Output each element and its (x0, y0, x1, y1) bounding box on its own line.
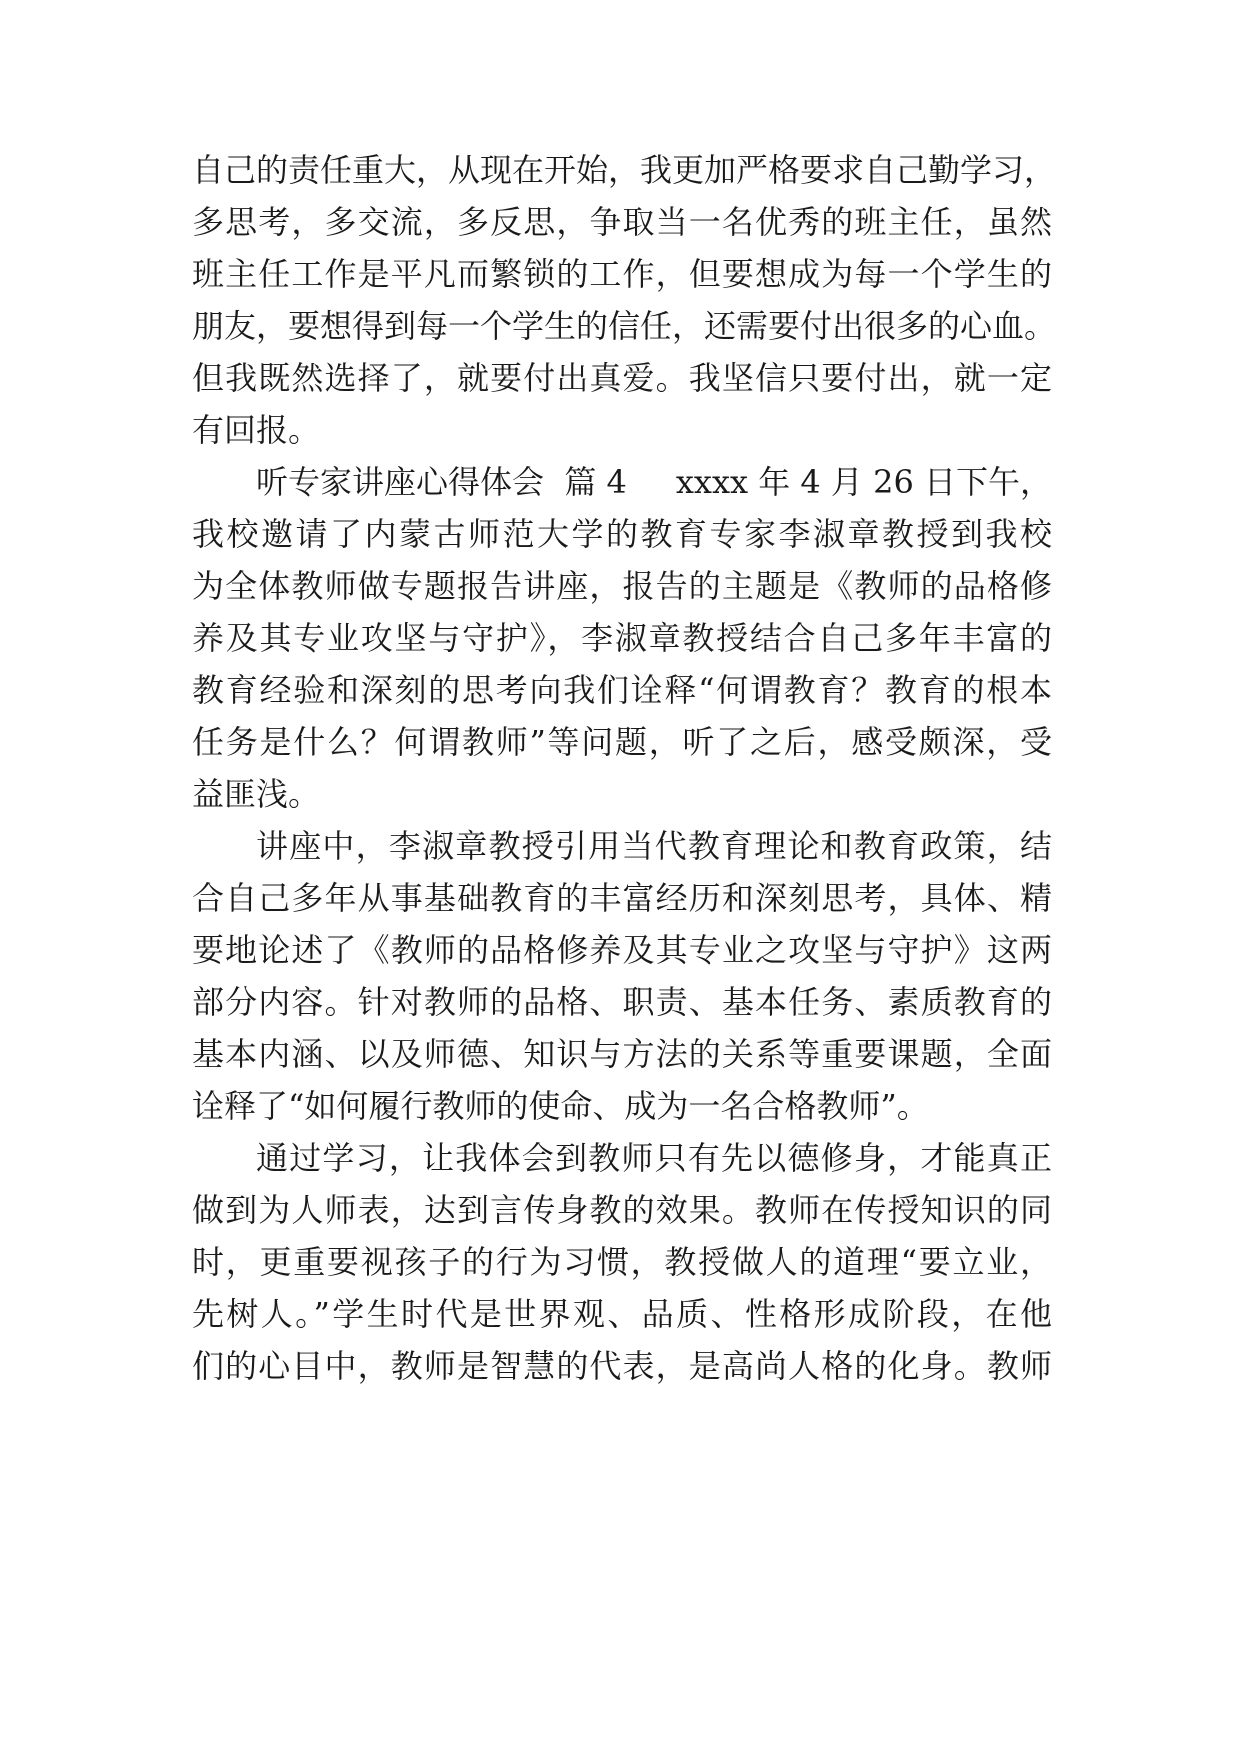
paragraph-line: 为全体教师做专题报告讲座，报告的主题是《教师的品格修 (192, 567, 1052, 605)
paragraph-line: 要地论述了《教师的品格修养及其专业之攻坚与守护》这两 (192, 931, 1052, 969)
paragraph-line: 基本内涵、以及师德、知识与方法的关系等重要课题，全面 (192, 1035, 1052, 1073)
paragraph-line: 时，更重要视孩子的行为习惯，教授做人的道理“要立业， (192, 1243, 1052, 1281)
section-heading-line (256, 462, 1052, 502)
paragraph-line: 多思考，多交流，多反思，争取当一名优秀的班主任，虽然 (192, 203, 1052, 241)
paragraph-line: 部分内容。针对教师的品格、职责、基本任务、素质教育的 (192, 983, 1052, 1021)
paragraph-line: 自己的责任重大，从现在开始，我更加严格要求自己勤学习， (192, 151, 1057, 189)
paragraph-line: 合自己多年从事基础教育的丰富经历和深刻思考，具体、精 (192, 879, 1052, 917)
paragraph-line: 任务是什么？何谓教师”等问题，听了之后，感受颇深，受 (192, 723, 1052, 761)
paragraph-line: 先树人。”学生时代是世界观、品质、性格形成阶段，在他 (192, 1295, 1052, 1333)
paragraph-line: 教育经验和深刻的思考向我们诠释“何谓教育？教育的根本 (192, 671, 1052, 709)
paragraph-line: 朋友，要想得到每一个学生的信任，还需要付出很多的心血。 (192, 307, 1057, 345)
paragraph-line: 班主任工作是平凡而繁锁的工作，但要想成为每一个学生的 (192, 255, 1052, 293)
paragraph-line: 但我既然选择了，就要付出真爱。我坚信只要付出，就一定 (192, 359, 1052, 397)
paragraph-line: 通过学习，让我体会到教师只有先以德修身，才能真正 (256, 1139, 1052, 1177)
paragraph-line: 做到为人师表，达到言传身教的效果。教师在传授知识的同 (192, 1191, 1052, 1229)
paragraph-line: 诠释了“如何履行教师的使命、成为一名合格教师”。 (192, 1087, 929, 1125)
section-heading: 听专家讲座心得体会 篇 4 (256, 463, 627, 501)
paragraph-line: 讲座中，李淑章教授引用当代教育理论和教育政策，结 (256, 827, 1052, 865)
paragraph-line: 们的心目中，教师是智慧的代表，是高尚人格的化身。教师 (192, 1347, 1052, 1385)
paragraph-line: 养及其专业攻坚与守护》，李淑章教授结合自己多年丰富的 (192, 619, 1052, 657)
paragraph-line: 益匪浅。 (192, 775, 321, 813)
section-date: xxxx 年 4 月 26 日下午， (675, 463, 1052, 501)
paragraph-line: 有回报。 (192, 411, 321, 449)
paragraph-line: 我校邀请了内蒙古师范大学的教育专家李淑章教授到我校 (192, 515, 1052, 553)
